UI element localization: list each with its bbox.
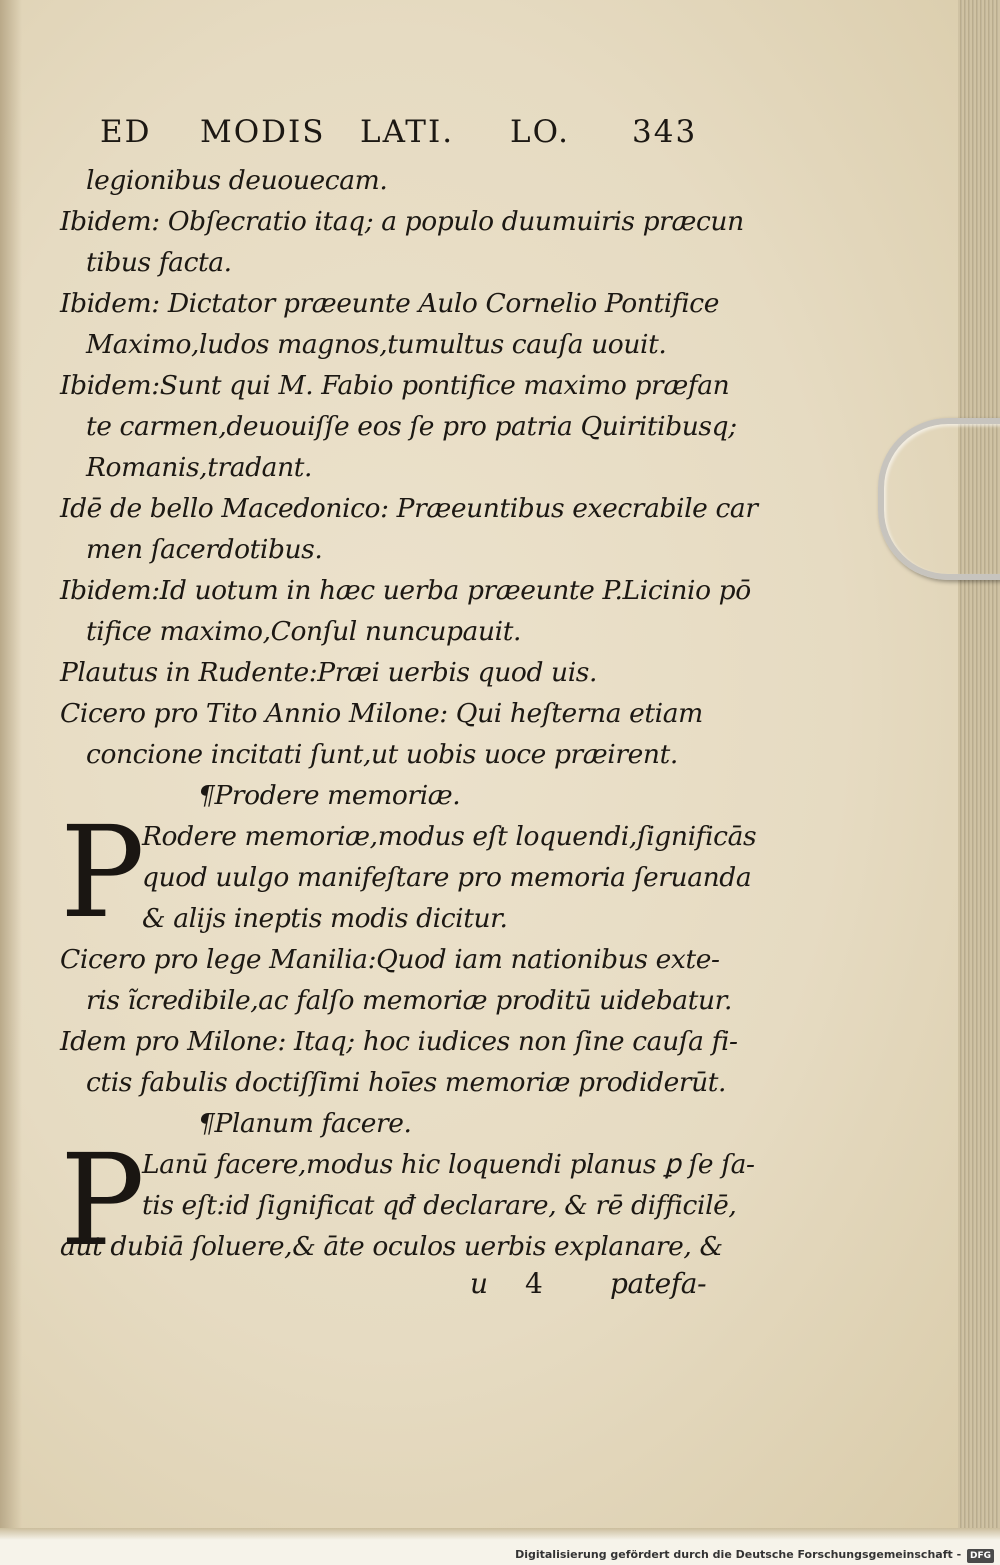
text-line: Lanū facere,modus hic loquendi planus ꝑ ſe ſa-: [142, 1149, 755, 1180]
page-text: [60, 100, 758, 1308]
page-number: 343: [632, 114, 698, 150]
text-line: Ibidem:Sunt qui M. Fabio pontifice maximo præfan: [60, 370, 730, 401]
text-line: Plautus in Rudente:Præi uerbis quod uis.: [60, 657, 597, 688]
page-edges-bottom: [0, 1528, 1000, 1540]
initial-letter: P: [60, 1127, 145, 1274]
text-line: aut dubiā ſoluere,& āte oculos uerbis explanare, &: [60, 1231, 723, 1262]
dfg-logo-icon: DFG: [967, 1549, 994, 1563]
signature-number: 4: [525, 1267, 543, 1300]
text-line: men ſacerdotibus.: [86, 534, 323, 565]
text-line: concione incitati ſunt,ut uobis uoce præirent.: [86, 739, 678, 770]
text-line: quod uulgo manifeſtare pro memoria ſeruanda: [142, 862, 752, 893]
digitization-footer: [515, 1545, 994, 1565]
section-heading: ¶Planum facere.: [198, 1108, 412, 1139]
running-header: [60, 100, 720, 160]
text-line: Ibidem: Obſecratio itaq; a populo duumuiris præcun: [60, 206, 744, 237]
gutter-shadow: [0, 0, 22, 1540]
signature-mark: u: [470, 1267, 488, 1300]
catchword: patefa-: [610, 1267, 707, 1300]
signature-line: [60, 1267, 720, 1308]
text-line: te carmen,deuouiſſe eos ſe pro patria Quiritibusq;: [86, 411, 737, 442]
section-prodere: [60, 799, 757, 946]
text-line: Cicero pro Tito Annio Milone: Qui heſterna etiam: [60, 698, 703, 729]
section-planum: [60, 1127, 755, 1274]
text-line: & alijs ineptis modis dicitur.: [142, 903, 508, 934]
text-line: Maximo,ludos magnos,tumultus cauſa uouit.: [86, 329, 667, 360]
text-line: Romanis,tradant.: [86, 452, 313, 483]
text-line: Idē de bello Macedonico: Præeuntibus execrabile car: [60, 493, 758, 524]
text-line: Ibidem:Id uotum in hæc uerba præeunte P.Licinio pō: [60, 575, 751, 606]
page-edges: [958, 0, 1000, 1540]
text-line: tis eſt:id ſignificat qđ declarare, & rē difficilē,: [142, 1190, 737, 1221]
text-line: Idem pro Milone: Itaq; hoc iudices non ſine cauſa fi-: [60, 1026, 738, 1057]
header-word: MODIS: [200, 114, 326, 150]
text-line: tifice maximo,Conſul nuncupauit.: [86, 616, 521, 647]
text-line: Cicero pro lege Manilia:Quod iam nationibus exte-: [60, 944, 720, 975]
footer-text: Digitalisierung gefördert durch die Deutsche Forschungsgemeinschaft -: [515, 1548, 962, 1561]
text-line: legionibus deuouecam.: [86, 165, 388, 196]
header-word: LATI.: [360, 114, 455, 150]
text-line: ctis fabulis doctiſſimi hoīes memoriæ prodiderūt.: [86, 1067, 727, 1098]
section-heading: ¶Prodere memoriæ.: [198, 780, 461, 811]
text-line: tibus facta.: [86, 247, 232, 278]
text-line: Rodere memoriæ,modus eſt loquendi,ſignificās: [142, 821, 757, 852]
text-line: Ibidem: Dictator præeunte Aulo Cornelio Pontifice: [60, 288, 719, 319]
paper-clip-icon: [878, 418, 1000, 580]
initial-letter: P: [60, 799, 145, 946]
header-word: ED: [100, 114, 152, 150]
text-line: ris ĩcredibile,ac falſo memoriæ proditū uidebatur.: [86, 985, 733, 1016]
header-word: LO.: [510, 114, 571, 150]
